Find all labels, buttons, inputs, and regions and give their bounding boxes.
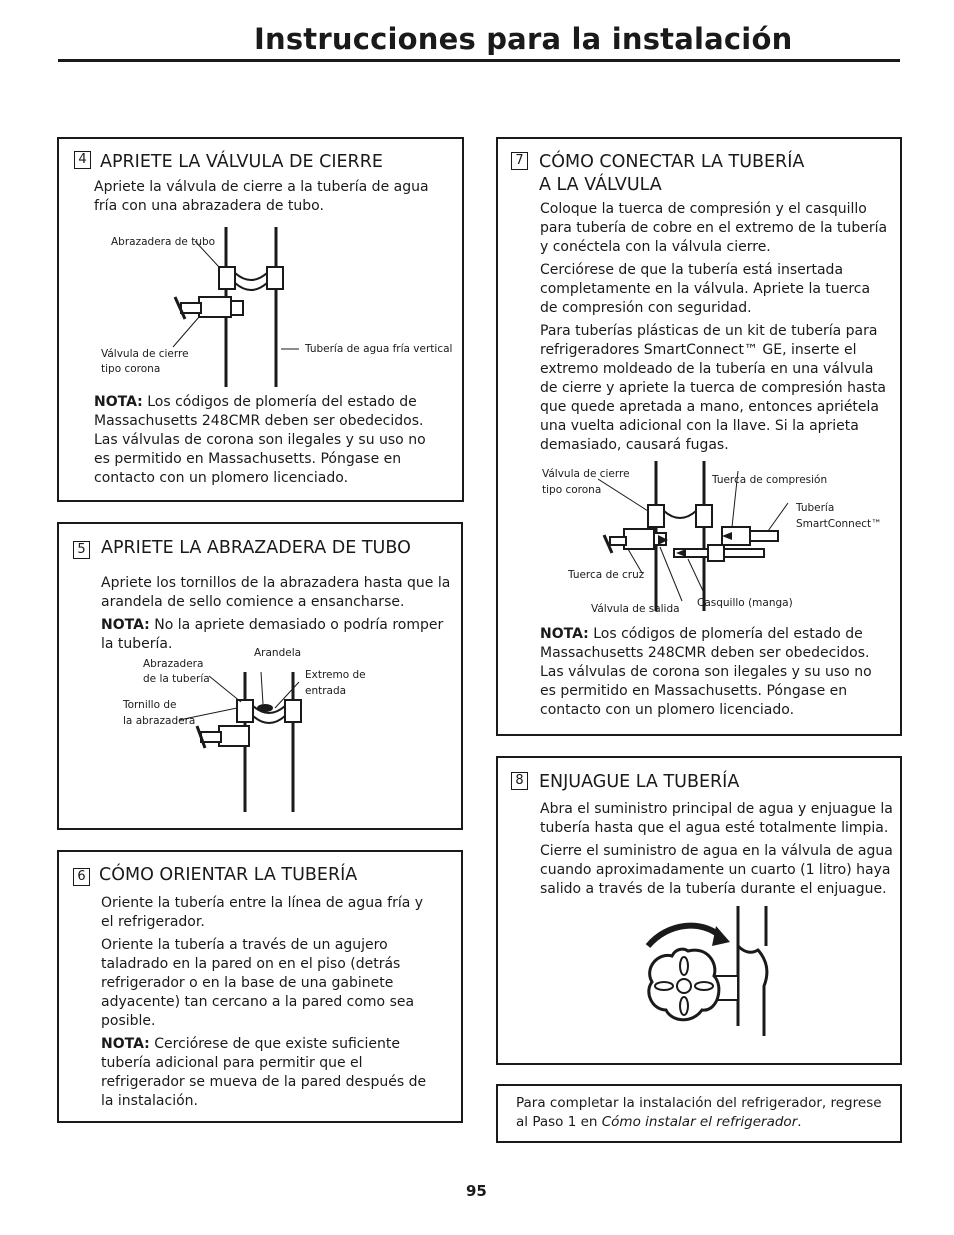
step5-label-screw-2: la abrazadera bbox=[123, 715, 196, 727]
step8-p2: Cierre el suministro de agua en la válvula de agua cuando aproximadamente un cuarto (1 litro) haya salido a través de la tubería durante el enjuague. bbox=[540, 843, 893, 897]
page-title: Instrucciones para la instalación bbox=[254, 22, 793, 56]
step6-box bbox=[57, 850, 463, 1123]
step7-heading-2: A LA VÁLVULA bbox=[539, 175, 662, 195]
step5-label-clamp-1: Abrazadera bbox=[143, 658, 204, 670]
step6-note-label: NOTA: bbox=[101, 1036, 150, 1052]
step4-label-pipe: Tubería de agua fría vertical bbox=[305, 343, 453, 355]
step6-note-text: Cerciórese de que existe suficiente tubería adicional para permitir que el refrigerador se mueva de la pared después de la instalación. bbox=[101, 1036, 427, 1109]
step7-number: 7 bbox=[511, 152, 528, 170]
step5-number: 5 bbox=[73, 541, 90, 559]
step7-label-comp-nut: Tuerca de compresión bbox=[712, 474, 828, 486]
step4-heading: APRIETE LA VÁLVULA DE CIERRE bbox=[100, 152, 383, 172]
step6-p1: Oriente la tubería entre la línea de agua fría y el refrigerador. bbox=[101, 895, 424, 930]
step4-note-label: NOTA: bbox=[94, 394, 143, 410]
step8-text bbox=[540, 800, 900, 903]
step5-label-screw-1: Tornillo de bbox=[123, 699, 177, 711]
step4-label-clamp: Abrazadera de tubo bbox=[111, 236, 216, 248]
step7-p1: Coloque la tuerca de compresión y el casquillo para tubería de cobre en el extremo de la tubería y conéctela con la válvula cierre. bbox=[540, 201, 888, 255]
step5-label-inlet-1: Extremo de bbox=[305, 669, 366, 681]
step6-number: 6 bbox=[73, 868, 90, 886]
step4-label-valve-2: tipo corona bbox=[101, 363, 161, 375]
step4-note-text: Los códigos de plomería del estado de Massachusetts 248CMR deben ser obedecidos. Las válvulas de corona son ilegales y su uso no es permitido en Massachusetts. Póngase en contacto con un plomero licenciado. bbox=[94, 394, 426, 486]
title-rule bbox=[58, 59, 900, 62]
step5-heading: APRIETE LA ABRAZADERA DE TUBO bbox=[101, 538, 411, 558]
step8-heading: ENJUAGUE LA TUBERÍA bbox=[539, 772, 740, 792]
step5-clamp-illustration bbox=[179, 672, 379, 822]
step8-p1: Abra el suministro principal de agua y enjuague la tubería hasta que el agua esté totalmente limpia. bbox=[540, 801, 893, 836]
step7-note bbox=[540, 625, 890, 720]
completion-note-text-1: Para completar la instalación del refrigerador, regrese al Paso 1 en bbox=[516, 1095, 882, 1130]
completion-note-end: . bbox=[797, 1114, 802, 1130]
step6-heading: CÓMO ORIENTAR LA TUBERÍA bbox=[99, 865, 358, 885]
step4-label-valve-1: Válvula de cierre bbox=[101, 348, 189, 360]
step7-label-outlet: Válvula de salida bbox=[591, 603, 680, 615]
step5-note-text: No la apriete demasiado o podría romper la tubería. bbox=[101, 617, 444, 652]
step8-box bbox=[496, 756, 902, 1065]
step7-text bbox=[540, 200, 890, 459]
step6-text bbox=[101, 894, 431, 1115]
step7-label-ferrule: Casquillo (manga) bbox=[697, 597, 793, 609]
step7-label-valve-2: tipo corona bbox=[542, 484, 602, 496]
step7-p3: Para tuberías plásticas de un kit de tubería para refrigeradores SmartConnect™ GE, inserte el extremo moldeado de la tubería en una válvula de cierre y apriete la tuerca de compresión hasta que quede apretada a mano, entonces apriételа una vuelta adicional con la llave. Si la aprieta demasiado, causará fugas. bbox=[540, 323, 886, 453]
step6-note bbox=[101, 1035, 431, 1111]
step5-label-clamp-2: de la tubería bbox=[143, 673, 210, 685]
completion-note-box bbox=[496, 1084, 902, 1143]
step4-text: Apriete la válvula de cierre a la tubería de agua fría con una abrazadera de tubo. bbox=[94, 179, 429, 214]
step4-box bbox=[57, 137, 464, 502]
step8-valve-handle-illustration bbox=[638, 906, 778, 1046]
step8-number: 8 bbox=[511, 772, 528, 790]
page-number: 95 bbox=[466, 1182, 487, 1200]
completion-note-text bbox=[516, 1094, 888, 1132]
step7-p2: Cerciórese de que la tubería está insertada completamente en la válvula. Apriete la tuerca de compresión con seguridad. bbox=[540, 262, 871, 316]
step4-note bbox=[94, 393, 439, 488]
step7-label-smart-1: Tubería bbox=[796, 502, 835, 514]
step7-label-cross-nut: Tuerca de cruz bbox=[568, 569, 645, 581]
step7-label-smart-2: SmartConnect™ bbox=[796, 518, 882, 530]
completion-note-link-text: Cómo instalar el refrigerador bbox=[601, 1114, 798, 1130]
step5-box bbox=[57, 522, 463, 830]
step4-number: 4 bbox=[74, 151, 91, 169]
step5-text: Apriete los tornillos de la abrazadera hasta que la arandela de sello comience a ensancharse. bbox=[101, 575, 451, 610]
step4-valve-illustration bbox=[169, 227, 369, 387]
step5-note-label: NOTA: bbox=[101, 617, 150, 633]
step7-note-label: NOTA: bbox=[540, 626, 589, 642]
step6-p2: Oriente la tubería a través de un agujero taladrado en la pared on en el piso (detrás refrigerador o en la base de una gabinete adyacente) tan cercano a la pared como sea posible. bbox=[101, 937, 415, 1029]
step5-label-inlet-2: entrada bbox=[305, 685, 347, 697]
step7-label-valve-1: Válvula de cierre bbox=[542, 468, 630, 480]
step7-heading-1: CÓMO CONECTAR LA TUBERÍA bbox=[539, 152, 805, 172]
step7-note-text: Los códigos de plomería del estado de Massachusetts 248CMR deben ser obedecidos. Las válvulas de corona son ilegales y su uso no es permitido en Massachusetts. Póngase en contacto con un plomero licenciado. bbox=[540, 626, 872, 718]
step5-label-washer: Arandela bbox=[254, 647, 302, 659]
step7-box bbox=[496, 137, 902, 736]
